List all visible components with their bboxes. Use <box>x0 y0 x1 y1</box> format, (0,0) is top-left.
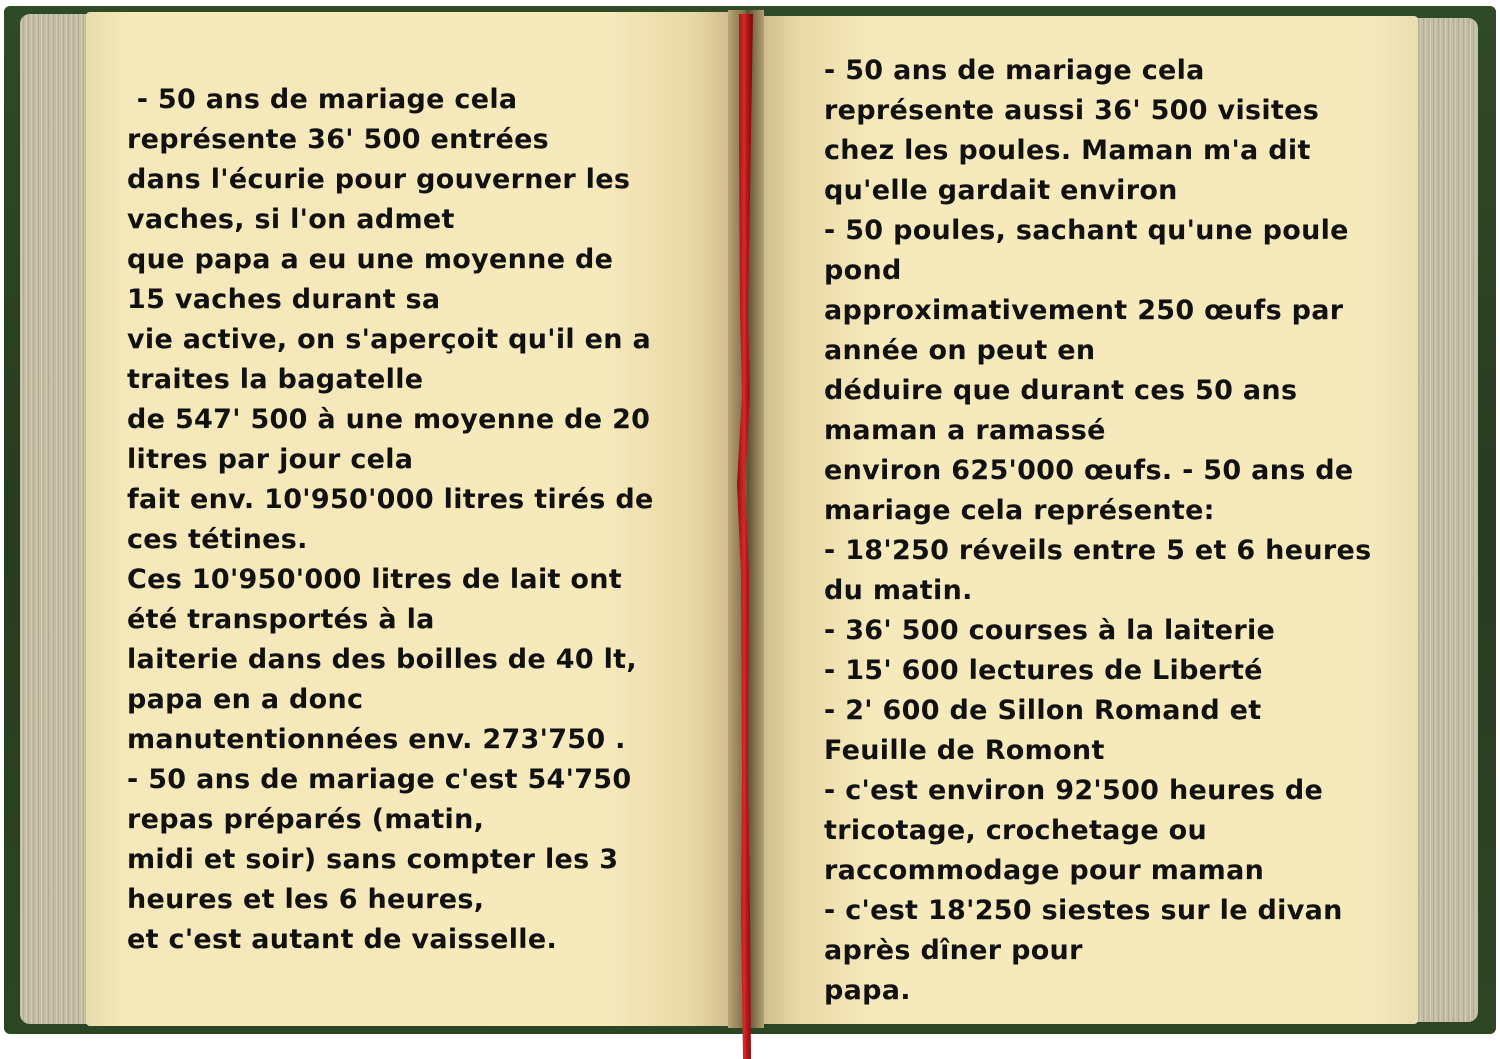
text-line: - c'est environ 92'500 heures de <box>824 775 1324 806</box>
text-line: environ 625'000 œufs. - 50 ans de <box>824 455 1354 486</box>
text-line: représente 36' 500 entrées <box>127 124 550 155</box>
text-line: que papa a eu une moyenne de <box>127 244 614 275</box>
text-line: Ces 10'950'000 litres de lait ont <box>127 564 622 595</box>
text-line: Feuille de Romont <box>824 735 1105 766</box>
text-line: - 50 poules, sachant qu'une poule <box>824 215 1349 246</box>
text-line: litres par jour cela <box>127 444 414 475</box>
text-line: traites la bagatelle <box>127 364 424 395</box>
text-line: papa en a donc <box>127 684 364 715</box>
text-line: mariage cela représente: <box>824 495 1215 526</box>
text-line: ces tétines. <box>127 524 308 555</box>
text-line: approximativement 250 œufs par <box>824 295 1344 326</box>
ribbon-bookmark <box>733 14 759 1059</box>
text-line: manutentionnées env. 273'750 . <box>127 724 626 755</box>
text-line: chez les poules. Maman m'a dit <box>824 135 1311 166</box>
text-line: représente aussi 36' 500 visites <box>824 95 1320 126</box>
text-line: - 50 ans de mariage c'est 54'750 <box>127 764 632 795</box>
text-line: 15 vaches durant sa <box>127 284 441 315</box>
text-line: - 50 ans de mariage cela <box>824 55 1205 86</box>
text-line: - c'est 18'250 siestes sur le divan <box>824 895 1343 926</box>
text-line: - 18'250 réveils entre 5 et 6 heures <box>824 535 1372 566</box>
text-line: - 15' 600 lectures de Liberté <box>824 655 1263 686</box>
text-line: été transportés à la <box>127 604 435 635</box>
page-block-left-edge <box>20 14 92 1024</box>
text-line: laiterie dans des boilles de 40 lt, <box>127 644 637 675</box>
text-line: année on peut en <box>824 335 1096 366</box>
text-line: heures et les 6 heures, <box>127 884 485 915</box>
right-page-text <box>824 51 1371 1011</box>
text-line: tricotage, crochetage ou <box>824 815 1207 846</box>
text-line: et c'est autant de vaisselle. <box>127 924 558 955</box>
text-line: après dîner pour <box>824 935 1083 966</box>
text-line: pond <box>824 255 902 286</box>
text-line: - 50 ans de mariage cela <box>127 84 518 115</box>
text-line: déduire que durant ces 50 ans <box>824 375 1298 406</box>
text-line: dans l'écurie pour gouverner les <box>127 164 631 195</box>
text-line: raccommodage pour maman <box>824 855 1265 886</box>
text-line: - 2' 600 de Sillon Romand et <box>824 695 1262 726</box>
text-line: midi et soir) sans compter les 3 <box>127 844 619 875</box>
text-line: maman a ramassé <box>824 415 1106 446</box>
page-block-right-edge <box>1412 18 1478 1022</box>
text-line: du matin. <box>824 575 973 606</box>
text-line: vaches, si l'on admet <box>127 204 455 235</box>
text-line: vie active, on s'aperçoit qu'il en a <box>127 324 651 355</box>
text-line: - 36' 500 courses à la laiterie <box>824 615 1276 646</box>
text-line: de 547' 500 à une moyenne de 20 <box>127 404 651 435</box>
text-line: repas préparés (matin, <box>127 804 485 835</box>
text-line: qu'elle gardait environ <box>824 175 1178 206</box>
left-page-text <box>127 80 654 960</box>
text-line: papa. <box>824 975 911 1006</box>
text-line: fait env. 10'950'000 litres tirés de <box>127 484 654 515</box>
